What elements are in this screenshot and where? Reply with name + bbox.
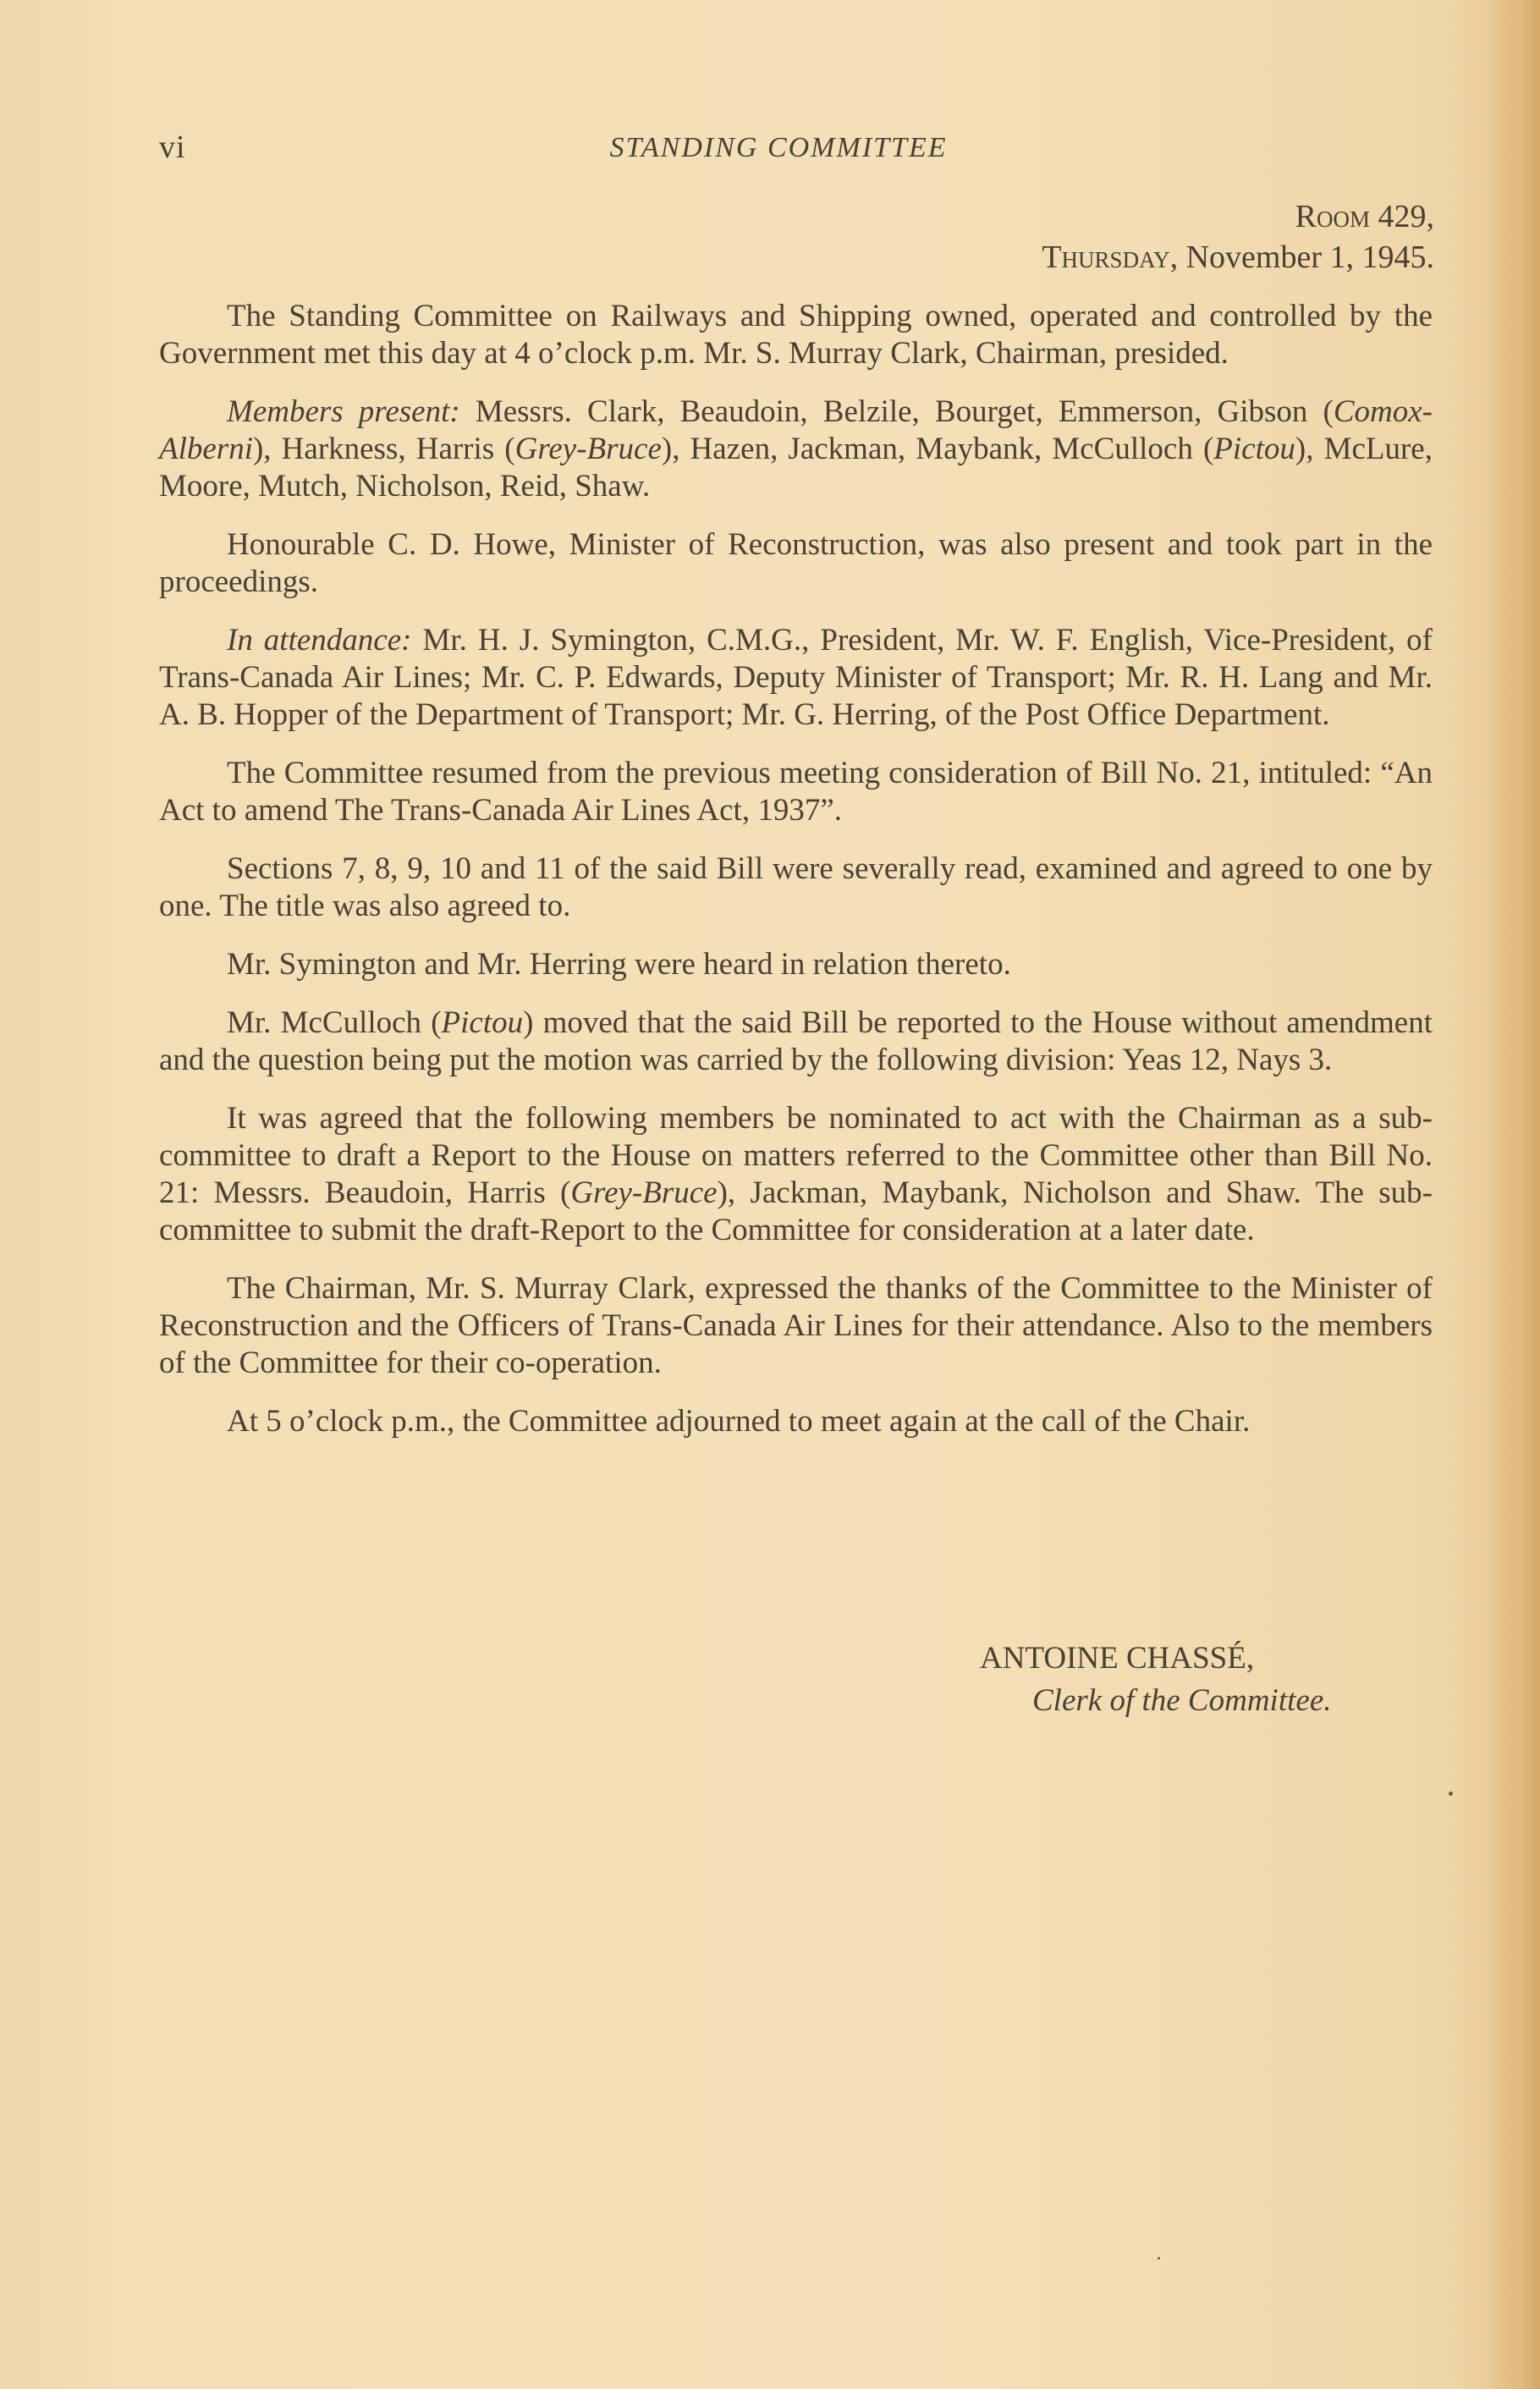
members-text-3: ), Hazen, Jackman, Maybank, McCulloch ( — [661, 432, 1214, 466]
meeting-place-date — [588, 196, 1434, 278]
members-text-2: ), Harkness, Harris ( — [252, 432, 515, 466]
paper-speck — [1449, 1792, 1453, 1796]
paragraph-members-present — [159, 394, 1433, 505]
meeting-day: Thursday, — [1042, 239, 1179, 275]
meeting-date-line — [588, 237, 1434, 278]
signature-block — [787, 1638, 1379, 1722]
meeting-room — [588, 196, 1434, 237]
members-text-1: Messrs. Clark, Beaudoin, Belzile, Bourget, Emmerson, Gibson ( — [459, 394, 1334, 429]
sub-committee-text-2: ), Jackman, Maybank, Nicholson and Shaw. The sub-committee to submit the draft-Report to the Committee for consideration at a later date. — [159, 1175, 1433, 1247]
paragraph-opening: The Standing Committee on Railways and Shipping owned, operated and controlled by the Government met this day at 4 o’clock p.m. Mr. S. Murray Clark, Chairman, presided. — [159, 299, 1433, 371]
paragraph-heard: Mr. Symington and Mr. Herring were heard in relation thereto. — [227, 947, 1011, 982]
page-edge-shading — [1489, 0, 1540, 2389]
running-head: STANDING COMMITTEE — [609, 132, 948, 163]
riding-comox-alberni: Comox-Alberni — [159, 394, 1433, 466]
paragraph-sub-committee — [159, 1100, 1433, 1249]
paragraph-in-attendance — [159, 622, 1433, 734]
meeting-date: November 1, 1945. — [1185, 239, 1434, 275]
page-folio: vi — [159, 129, 186, 165]
paragraph-motion — [159, 1005, 1433, 1079]
motion-text-2: ) moved that the said Bill be reported to the House without amendment and the question being put the motion was carried by the following division: Yeas 12, Nays 3. — [159, 1005, 1433, 1077]
minutes-body — [159, 298, 1433, 1440]
sub-committee-riding: Grey-Bruce — [570, 1175, 718, 1210]
members-text-4: ), McLure, Moore, Mutch, Nicholson, Reid, Shaw. — [159, 432, 1433, 504]
paragraph-bill-resumed: The Committee resumed from the previous meeting consideration of Bill No. 21, intituled: “An Act to amend The Trans-Canada Air Lines Act, 1937”. — [159, 756, 1433, 828]
paper-speck — [1158, 2257, 1160, 2260]
clerk-name: ANTOINE CHASSÉ, — [980, 1641, 1255, 1676]
motion-riding-pictou: Pictou — [441, 1005, 524, 1040]
riding-pictou: Pictou — [1213, 432, 1295, 466]
sub-committee-text-1: It was agreed that the following members be nominated to act with the Chairman as a sub-committee to draft a Report to the House on matters referred to the Committee other than Bill No. 21: Messrs. Beaudoin, Harris ( — [159, 1101, 1433, 1210]
paragraph-minister: Honourable C. D. Howe, Minister of Reconstruction, was also present and took part in the proceedings. — [159, 527, 1433, 599]
riding-grey-bruce: Grey-Bruce — [514, 432, 662, 466]
clerk-title: Clerk of the Committee. — [1032, 1683, 1332, 1718]
in-attendance-lead: In attendance: — [227, 623, 412, 658]
in-attendance-text: Mr. H. J. Symington, C.M.G., President, Mr. W. F. English, Vice-President, of Trans-Canada Air Lines; Mr. C. P. Edwards, Deputy Minister of Transport; Mr. R. H. Lang and Mr. A. B. Hopper of the Department of Transport; Mr. G. Herring, of the Post Office Department. — [159, 623, 1433, 732]
motion-text-1: Mr. McCulloch ( — [227, 1005, 442, 1040]
paragraph-thanks: The Chairman, Mr. S. Murray Clark, expressed the thanks of the Committee to the Minister of Reconstruction and the Officers of Trans-Canada Air Lines for their attendance. Also to the members of the Committee for their co-operation. — [159, 1271, 1433, 1380]
paragraph-sections-agreed: Sections 7, 8, 9, 10 and 11 of the said Bill were severally read, examined and agreed to one by one. The title was also agreed to. — [159, 851, 1433, 923]
members-present-lead: Members present: — [227, 394, 460, 429]
paragraph-adjourned: At 5 o’clock p.m., the Committee adjourned to meet again at the call of the Chair. — [227, 1404, 1251, 1439]
room-number: 429, — [1378, 199, 1434, 234]
room-label: Room — [1295, 199, 1370, 234]
